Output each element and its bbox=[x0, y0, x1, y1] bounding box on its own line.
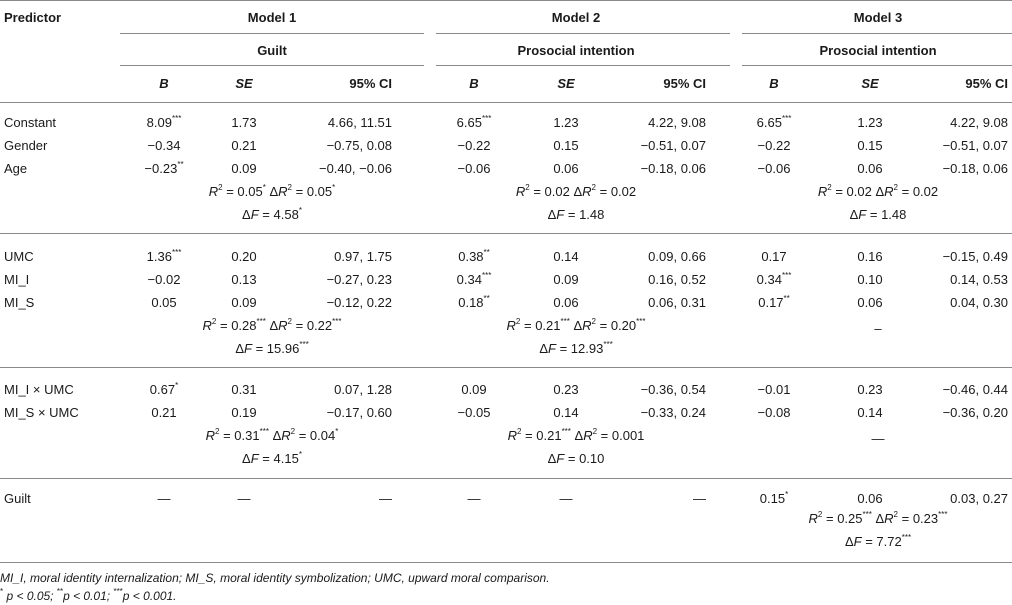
b-value: — bbox=[157, 491, 171, 506]
cell-ci: −0.33, 0.24 bbox=[640, 405, 706, 420]
bottom-rule bbox=[0, 562, 1012, 563]
block3-rule bbox=[0, 478, 1012, 479]
top-rule bbox=[0, 0, 1012, 1]
row-label: Constant bbox=[4, 115, 57, 130]
dr2-value: 0.04 bbox=[309, 428, 336, 443]
cell-ci: −0.46, 0.44 bbox=[942, 382, 1008, 397]
df-symbol: F bbox=[556, 451, 565, 466]
dr2-value: 0.22 bbox=[306, 318, 333, 333]
df-sig: * bbox=[298, 449, 302, 459]
df-value: 0.10 bbox=[579, 451, 605, 466]
b-sig: ** bbox=[483, 247, 490, 257]
model1-rule bbox=[120, 33, 424, 34]
b-sig: *** bbox=[781, 270, 792, 280]
cell-b bbox=[758, 138, 791, 154]
fit-df: ΔF = 12.93*** bbox=[539, 339, 613, 356]
b-sig: *** bbox=[171, 113, 182, 123]
b-value: −0.22 bbox=[457, 138, 491, 153]
cell-b bbox=[458, 161, 491, 177]
cell-b bbox=[760, 491, 788, 507]
cell-ci: −0.15, 0.49 bbox=[942, 249, 1008, 264]
cell-b bbox=[468, 491, 481, 507]
row-label: Guilt bbox=[4, 491, 31, 506]
cell-ci: 4.22, 9.08 bbox=[950, 115, 1008, 130]
df-symbol: F bbox=[853, 534, 862, 549]
df-value: 4.58 bbox=[273, 207, 299, 222]
row-label: MI_S × UMC bbox=[4, 405, 79, 420]
cell-se: 0.31 bbox=[231, 382, 257, 397]
cell-se: 0.15 bbox=[553, 138, 579, 153]
r2-symbol: R bbox=[205, 428, 216, 443]
r2-exponent: 2 bbox=[817, 509, 823, 519]
df-sig: *** bbox=[299, 339, 309, 349]
b-value: −0.34 bbox=[147, 138, 181, 153]
r2-symbol: R bbox=[808, 511, 818, 526]
cell-se: 1.23 bbox=[553, 115, 579, 130]
dr2-sig: * bbox=[335, 426, 339, 436]
cell-se: 0.09 bbox=[553, 272, 579, 287]
fit-df: ΔF = 7.72*** bbox=[844, 532, 912, 549]
b-value: — bbox=[467, 491, 481, 506]
cell-ci: — bbox=[693, 491, 706, 506]
b-value: 0.17 bbox=[761, 249, 787, 264]
footnote-significance bbox=[0, 589, 177, 604]
cell-b bbox=[144, 161, 183, 177]
cell-ci: 0.06, 0.31 bbox=[648, 295, 706, 310]
model1-dv: Guilt bbox=[257, 43, 287, 58]
b-value: −0.01 bbox=[757, 382, 791, 397]
cell-ci: 0.16, 0.52 bbox=[648, 272, 706, 287]
fit-r2: $R^2 = 0.21^{***}$ $\Delta R^2 = 0.001$ bbox=[507, 426, 645, 443]
sig-text-3: p < 0.001. bbox=[122, 589, 177, 603]
df-symbol: F bbox=[548, 341, 556, 356]
cell-ci: −0.51, 0.07 bbox=[942, 138, 1008, 153]
cell-ci: −0.75, 0.08 bbox=[326, 138, 392, 153]
b-value: −0.22 bbox=[757, 138, 791, 153]
r2-symbol: R bbox=[506, 318, 516, 333]
cell-b bbox=[151, 295, 176, 311]
cell-b bbox=[151, 405, 176, 421]
cell-se: 0.06 bbox=[553, 161, 579, 176]
fit-df: ΔF = 1.48 bbox=[547, 207, 605, 222]
cell-b bbox=[758, 382, 791, 398]
b-value: 0.18 bbox=[458, 295, 484, 310]
row-label: MI_I bbox=[4, 272, 30, 287]
cell-se: 1.73 bbox=[231, 115, 257, 130]
dr2-symbol: R bbox=[582, 318, 592, 333]
cell-se: 0.10 bbox=[857, 272, 883, 287]
df-symbol: F bbox=[250, 207, 259, 222]
dr2-symbol: R bbox=[278, 318, 288, 333]
sig-star-1: * bbox=[0, 587, 4, 596]
cell-ci: −0.17, 0.60 bbox=[326, 405, 392, 420]
dv3-rule bbox=[742, 65, 1012, 66]
r2-value: 0.02 bbox=[846, 184, 872, 199]
dr2-exponent: 2 bbox=[893, 509, 898, 519]
row-label: MI_S bbox=[4, 295, 35, 310]
cell-ci: 0.07, 1.28 bbox=[334, 382, 392, 397]
b-value: 0.38 bbox=[458, 249, 484, 264]
df-symbol: F bbox=[556, 207, 565, 222]
dr2-value: 0.05 bbox=[306, 184, 333, 199]
b-value: 0.17 bbox=[758, 295, 784, 310]
model2-dv: Prosocial intention bbox=[517, 43, 635, 58]
cell-se: 0.23 bbox=[553, 382, 579, 397]
dr2-sig: * bbox=[332, 182, 336, 192]
cell-ci: −0.36, 0.20 bbox=[942, 405, 1008, 420]
df-symbol: F bbox=[858, 207, 867, 222]
dr2-symbol: R bbox=[582, 184, 592, 199]
cell-b bbox=[758, 295, 790, 311]
cell-se: 1.23 bbox=[857, 115, 883, 130]
cell-se: 0.06 bbox=[553, 295, 579, 310]
dr2-value: 0.02 bbox=[610, 184, 637, 199]
r2-symbol: R bbox=[202, 318, 212, 333]
dv1-rule bbox=[120, 65, 424, 66]
cell-ci: 0.09, 0.66 bbox=[648, 249, 706, 264]
r2-value: 0.05 bbox=[237, 184, 263, 199]
b-value: 0.15 bbox=[759, 491, 786, 506]
b-value: −0.06 bbox=[757, 161, 791, 176]
r2-exponent: 2 bbox=[516, 426, 522, 436]
dr2-exponent: 2 bbox=[591, 182, 596, 192]
cell-ci: −0.18, 0.06 bbox=[942, 161, 1008, 176]
col-ci-3: 95% CI bbox=[965, 76, 1008, 91]
r2-value: 0.21 bbox=[535, 318, 561, 333]
cell-ci: −0.40, −0.06 bbox=[318, 161, 392, 176]
r2-sig: *** bbox=[259, 426, 269, 436]
b-value: 1.36 bbox=[146, 249, 172, 264]
cell-b bbox=[457, 272, 492, 288]
dr2-value: 0.001 bbox=[611, 428, 645, 443]
dr2-sig: *** bbox=[332, 316, 342, 326]
b-sig: ** bbox=[483, 293, 490, 303]
b-sig: ** bbox=[177, 159, 184, 169]
cell-b bbox=[458, 405, 491, 421]
model1-header: Model 1 bbox=[247, 10, 297, 25]
fit-df: ΔF = 4.58* bbox=[242, 205, 302, 222]
cell-b bbox=[757, 115, 792, 131]
dv2-rule bbox=[436, 65, 730, 66]
r2-exponent: 2 bbox=[525, 182, 530, 192]
block2-rule bbox=[0, 367, 1012, 368]
cell-ci: — bbox=[379, 491, 392, 506]
cell-b bbox=[150, 382, 178, 398]
r2-value: 0.02 bbox=[544, 184, 570, 199]
col-se-1: SE bbox=[235, 76, 253, 91]
cell-se: 0.16 bbox=[857, 249, 883, 264]
b-value: 6.65 bbox=[756, 115, 782, 130]
cell-se: 0.13 bbox=[231, 272, 257, 287]
r2-exponent: 2 bbox=[215, 426, 220, 436]
b-value: −0.23 bbox=[144, 161, 178, 176]
row-label: Age bbox=[4, 161, 28, 176]
b-sig: *** bbox=[481, 113, 492, 123]
b-value: −0.08 bbox=[757, 405, 791, 420]
fit-df: ΔF = 0.10 bbox=[547, 451, 605, 466]
dr2-symbol: R bbox=[278, 184, 288, 199]
cell-ci: 4.22, 9.08 bbox=[648, 115, 706, 130]
block1-rule bbox=[0, 233, 1012, 234]
df-sig: *** bbox=[901, 532, 912, 542]
r2-value: 0.21 bbox=[536, 428, 562, 443]
cell-se: 0.14 bbox=[553, 405, 579, 420]
cell-se: 0.23 bbox=[857, 382, 883, 397]
df-value: 12.93 bbox=[570, 341, 604, 356]
fit-df: ΔF = 4.15* bbox=[242, 449, 302, 466]
dr2-symbol: R bbox=[884, 511, 894, 526]
header-bottom-rule bbox=[0, 102, 1012, 103]
b-sig: * bbox=[175, 380, 179, 390]
b-sig: *** bbox=[781, 113, 792, 123]
r2-exponent: 2 bbox=[211, 316, 217, 326]
cell-b bbox=[148, 138, 181, 154]
b-value: −0.05 bbox=[457, 405, 491, 420]
cell-ci: 4.66, 11.51 bbox=[327, 115, 392, 130]
b-value: 0.67 bbox=[149, 382, 176, 397]
predictor-header: Predictor bbox=[4, 10, 62, 25]
col-se-3: SE bbox=[861, 76, 879, 91]
cell-b bbox=[148, 272, 181, 288]
model2-rule bbox=[436, 33, 730, 34]
df-value: 7.72 bbox=[876, 534, 902, 549]
cell-b bbox=[761, 249, 786, 265]
row-label: Gender bbox=[4, 138, 48, 153]
dr2-symbol: R bbox=[281, 428, 291, 443]
r2-symbol: R bbox=[817, 184, 828, 199]
cell-se: 0.09 bbox=[231, 161, 257, 176]
fit-r2: $R^2 = 0.02$ $\Delta R^2 = 0.02$ bbox=[817, 182, 939, 199]
col-b-3: B bbox=[769, 76, 779, 91]
r2-value: 0.25 bbox=[837, 511, 863, 526]
cell-ci: −0.27, 0.23 bbox=[326, 272, 392, 287]
b-value: −0.06 bbox=[457, 161, 491, 176]
cell-se: 0.06 bbox=[857, 161, 883, 176]
cell-ci: 0.03, 0.27 bbox=[950, 491, 1008, 506]
cell-ci: 0.14, 0.53 bbox=[950, 272, 1008, 287]
dr2-sig: *** bbox=[938, 509, 948, 519]
sig-text-2: p < 0.01; bbox=[63, 589, 114, 603]
cell-se: 0.19 bbox=[231, 405, 257, 420]
r2-sig: * bbox=[262, 182, 266, 192]
cell-b bbox=[758, 161, 791, 177]
dr2-exponent: 2 bbox=[893, 182, 898, 192]
dr2-value: 0.20 bbox=[610, 318, 637, 333]
b-value: 8.09 bbox=[146, 115, 172, 130]
cell-se: 0.06 bbox=[857, 491, 883, 506]
cell-b bbox=[458, 249, 490, 265]
model2-header: Model 2 bbox=[551, 10, 601, 25]
cell-b bbox=[158, 491, 171, 507]
fit-r2: $R^2 = 0.05^*$ $\Delta R^2 = 0.05^*$ bbox=[208, 182, 336, 199]
model3-rule bbox=[742, 33, 1012, 34]
cell-se: — bbox=[559, 491, 573, 506]
sig-star-2: ** bbox=[56, 587, 64, 596]
cell-ci: 0.97, 1.75 bbox=[334, 249, 392, 264]
df-sig: *** bbox=[603, 339, 613, 349]
cell-b bbox=[458, 295, 490, 311]
col-b-2: B bbox=[469, 76, 479, 91]
r2-sig: *** bbox=[256, 316, 266, 326]
fit-r2: $R^2 = 0.02$ $\Delta R^2 = 0.02$ bbox=[515, 182, 637, 199]
b-value: 0.05 bbox=[151, 295, 177, 310]
dr2-exponent: 2 bbox=[287, 316, 292, 326]
b-value: 0.09 bbox=[461, 382, 487, 397]
dr2-value: 0.02 bbox=[912, 184, 939, 199]
dr2-exponent: 2 bbox=[591, 316, 596, 326]
r2-value: 0.31 bbox=[234, 428, 260, 443]
b-value: 0.21 bbox=[151, 405, 177, 420]
df-symbol: F bbox=[250, 451, 259, 466]
cell-b bbox=[147, 249, 182, 265]
r2-exponent: 2 bbox=[827, 182, 832, 192]
b-sig: *** bbox=[171, 247, 182, 257]
footnote-abbreviations: MI_I, moral identity internalization; MI_S, moral identity symbolization; UMC, upward moral comparison. bbox=[0, 571, 550, 585]
dr2-value: 0.23 bbox=[912, 511, 939, 526]
row-label: MI_I × UMC bbox=[4, 382, 74, 397]
fit-r2: $R^2 = 0.25^{***}$ $\Delta R^2 = 0.23^{***}$ bbox=[808, 509, 948, 526]
row-label: UMC bbox=[4, 249, 34, 264]
df-sig: * bbox=[298, 205, 302, 215]
cell-se: — bbox=[237, 491, 251, 506]
fit-r2: $R^2 = 0.31^{***}$ $\Delta R^2 = 0.04^*$ bbox=[205, 426, 339, 443]
dr2-exponent: 2 bbox=[290, 426, 296, 436]
cell-se: 0.09 bbox=[231, 295, 257, 310]
model3-dv: Prosocial intention bbox=[819, 43, 937, 58]
dr2-exponent: 2 bbox=[287, 182, 292, 192]
r2-symbol: R bbox=[507, 428, 517, 443]
cell-ci: −0.36, 0.54 bbox=[640, 382, 706, 397]
b-value: 6.65 bbox=[456, 115, 482, 130]
cell-se: 0.20 bbox=[231, 249, 257, 264]
r2-exponent: 2 bbox=[218, 182, 223, 192]
dr2-symbol: R bbox=[884, 184, 894, 199]
dr2-sig: *** bbox=[636, 316, 646, 326]
b-sig: * bbox=[785, 489, 789, 499]
sig-text-1: p < 0.05; bbox=[6, 589, 57, 603]
sig-star-3: *** bbox=[113, 587, 123, 596]
col-se-2: SE bbox=[557, 76, 575, 91]
cell-b bbox=[458, 138, 491, 154]
col-ci-1: 95% CI bbox=[349, 76, 392, 91]
cell-ci: −0.18, 0.06 bbox=[640, 161, 706, 176]
b-value: 0.34 bbox=[756, 272, 782, 287]
cell-se: 0.15 bbox=[857, 138, 883, 153]
r2-value: 0.28 bbox=[231, 318, 257, 333]
model3-header: Model 3 bbox=[853, 10, 903, 25]
r2-exponent: 2 bbox=[515, 316, 521, 326]
cell-b bbox=[461, 382, 486, 398]
b-value: 0.34 bbox=[456, 272, 482, 287]
df-value: 15.96 bbox=[266, 341, 300, 356]
col-b-1: B bbox=[159, 76, 169, 91]
r2-symbol: R bbox=[515, 184, 526, 199]
fit-dash: – bbox=[874, 321, 882, 336]
b-sig: *** bbox=[481, 270, 492, 280]
cell-b bbox=[457, 115, 492, 131]
df-symbol: F bbox=[244, 341, 252, 356]
cell-b bbox=[147, 115, 182, 131]
cell-se: 0.14 bbox=[857, 405, 883, 420]
dr2-symbol: R bbox=[583, 428, 593, 443]
cell-se: 0.21 bbox=[231, 138, 257, 153]
fit-df: ΔF = 15.96*** bbox=[235, 339, 309, 356]
cell-b bbox=[758, 405, 791, 421]
fit-r2: $R^2 = 0.21^{***}$ $\Delta R^2 = 0.20^{***}$ bbox=[506, 316, 646, 333]
r2-sig: *** bbox=[560, 316, 570, 326]
cell-b bbox=[757, 272, 792, 288]
r2-symbol: R bbox=[208, 184, 219, 199]
dr2-exponent: 2 bbox=[592, 426, 598, 436]
cell-ci: −0.51, 0.07 bbox=[640, 138, 706, 153]
fit-df: ΔF = 1.48 bbox=[849, 207, 907, 222]
cell-se: 0.14 bbox=[553, 249, 579, 264]
r2-sig: *** bbox=[561, 426, 571, 436]
cell-se: 0.06 bbox=[857, 295, 883, 310]
col-ci-2: 95% CI bbox=[663, 76, 706, 91]
cell-ci: −0.12, 0.22 bbox=[326, 295, 392, 310]
df-value: 4.15 bbox=[273, 451, 299, 466]
df-value: 1.48 bbox=[881, 207, 907, 222]
fit-r2: $R^2 = 0.28^{***}$ $\Delta R^2 = 0.22^{***}$ bbox=[202, 316, 342, 333]
b-value: −0.02 bbox=[147, 272, 181, 287]
cell-ci: 0.04, 0.30 bbox=[950, 295, 1008, 310]
r2-sig: *** bbox=[862, 509, 872, 519]
fit-dash: — bbox=[871, 431, 885, 446]
df-value: 1.48 bbox=[579, 207, 605, 222]
b-sig: ** bbox=[783, 293, 790, 303]
